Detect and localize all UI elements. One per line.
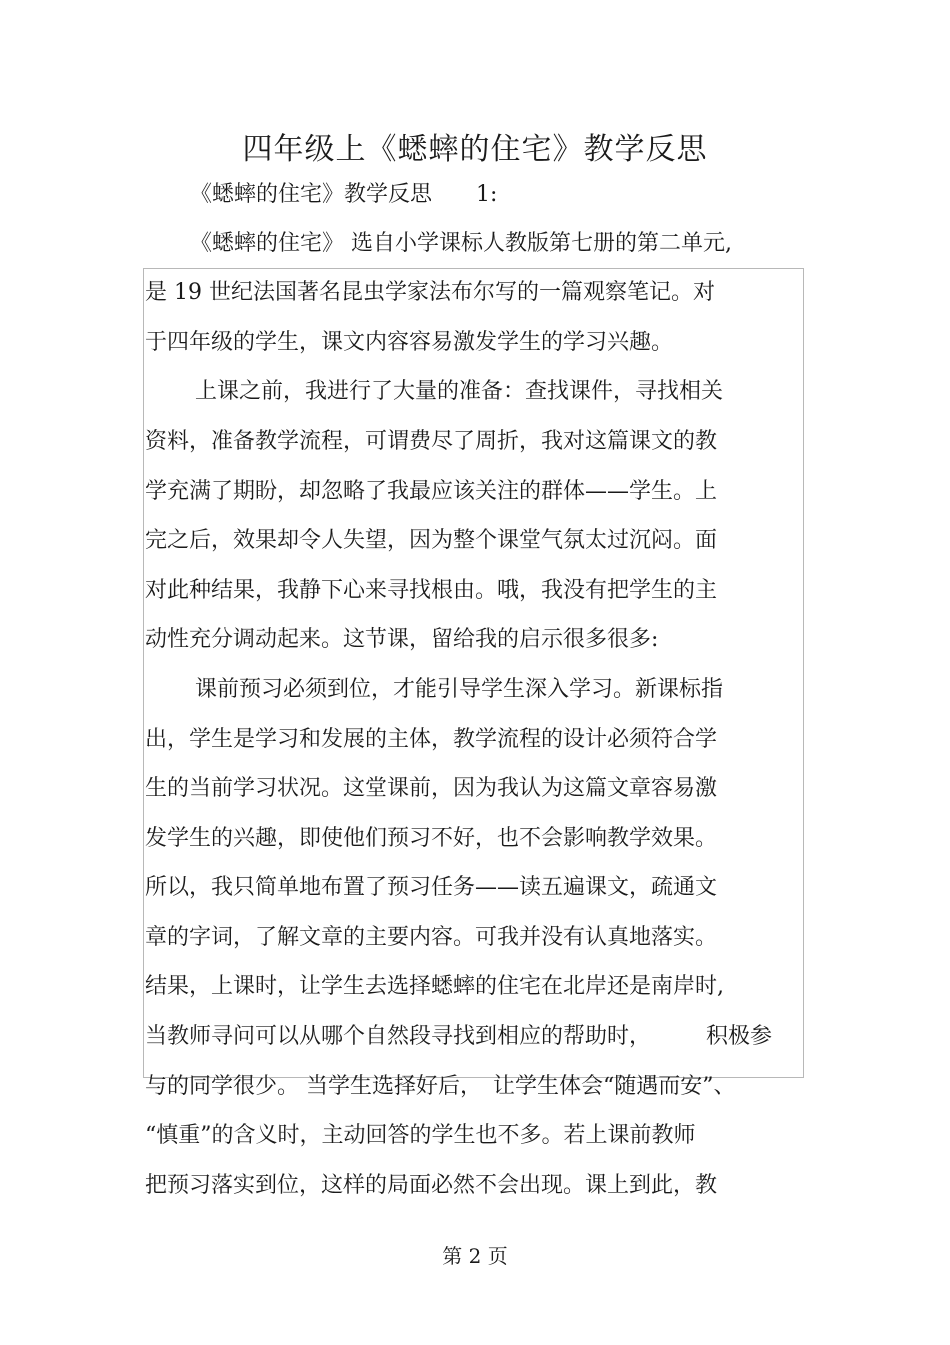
paragraph-line: 与的同学很少。 当学生选择好后， 让学生体会“随遇而安”、 (145, 1074, 736, 1099)
paragraph-line: 把预习落实到位，这样的局面必然不会出现。课上到此，教 (145, 1173, 718, 1198)
paragraph-line: 所以，我只简单地布置了预习任务——读五遍课文，疏通文 (145, 875, 718, 900)
paragraph-line: 动性充分调动起来。这节课，留给我的启示很多很多: (145, 627, 659, 652)
paragraph-line: 出，学生是学习和发展的主体，教学流程的设计必须符合学 (145, 727, 718, 752)
paragraph-line: 章的字词，了解文章的主要内容。可我并没有认真地落实。 (145, 925, 718, 950)
subheading-line: 《蟋蟀的住宅》教学反思 1: (190, 182, 498, 207)
paragraph-line: 于四年级的学生，课文内容容易激发学生的学习兴趣。 (145, 330, 674, 355)
paragraph-line: “慎重”的含义时，主动回答的学生也不多。若上课前教师 (145, 1123, 696, 1148)
page-number: 第 2 页 (442, 1244, 508, 1268)
paragraph-line: 结果，上课时，让学生去选择蟋蟀的住宅在北岸还是南岸时, (145, 974, 724, 999)
paragraph-line: 发学生的兴趣，即使他们预习不好，也不会影响教学效果。 (145, 826, 718, 851)
paragraph-line: 完之后，效果却令人失望，因为整个课堂气氛太过沉闷。面 (145, 528, 718, 553)
document-title: 四年级上《蟋蟀的住宅》教学反思 (242, 132, 708, 167)
paragraph-line: 上课之前，我进行了大量的准备：查找课件，寻找相关 (195, 379, 724, 404)
paragraph-line: 资料，准备教学流程，可谓费尽了周折，我对这篇课文的教 (145, 429, 718, 454)
paragraph-line: 课前预习必须到位，才能引导学生深入学习。新课标指 (195, 677, 724, 702)
paragraph-line: 是 19 世纪法国著名昆虫学家法布尔写的一篇观察笔记。对 (145, 280, 715, 305)
paragraph-line: 《蟋蟀的住宅》 选自小学课标人教版第七册的第二单元, (190, 231, 732, 256)
paragraph-line: 对此种结果，我静下心来寻找根由。哦，我没有把学生的主 (145, 578, 718, 603)
paragraph-line: 当教师寻问可以从哪个自然段寻找到相应的帮助时， 积极参 (145, 1024, 773, 1049)
paragraph-line: 学充满了期盼，却忽略了我最应该关注的群体——学生。上 (145, 479, 718, 504)
paragraph-line: 生的当前学习状况。这堂课前，因为我认为这篇文章容易激 (145, 776, 718, 801)
